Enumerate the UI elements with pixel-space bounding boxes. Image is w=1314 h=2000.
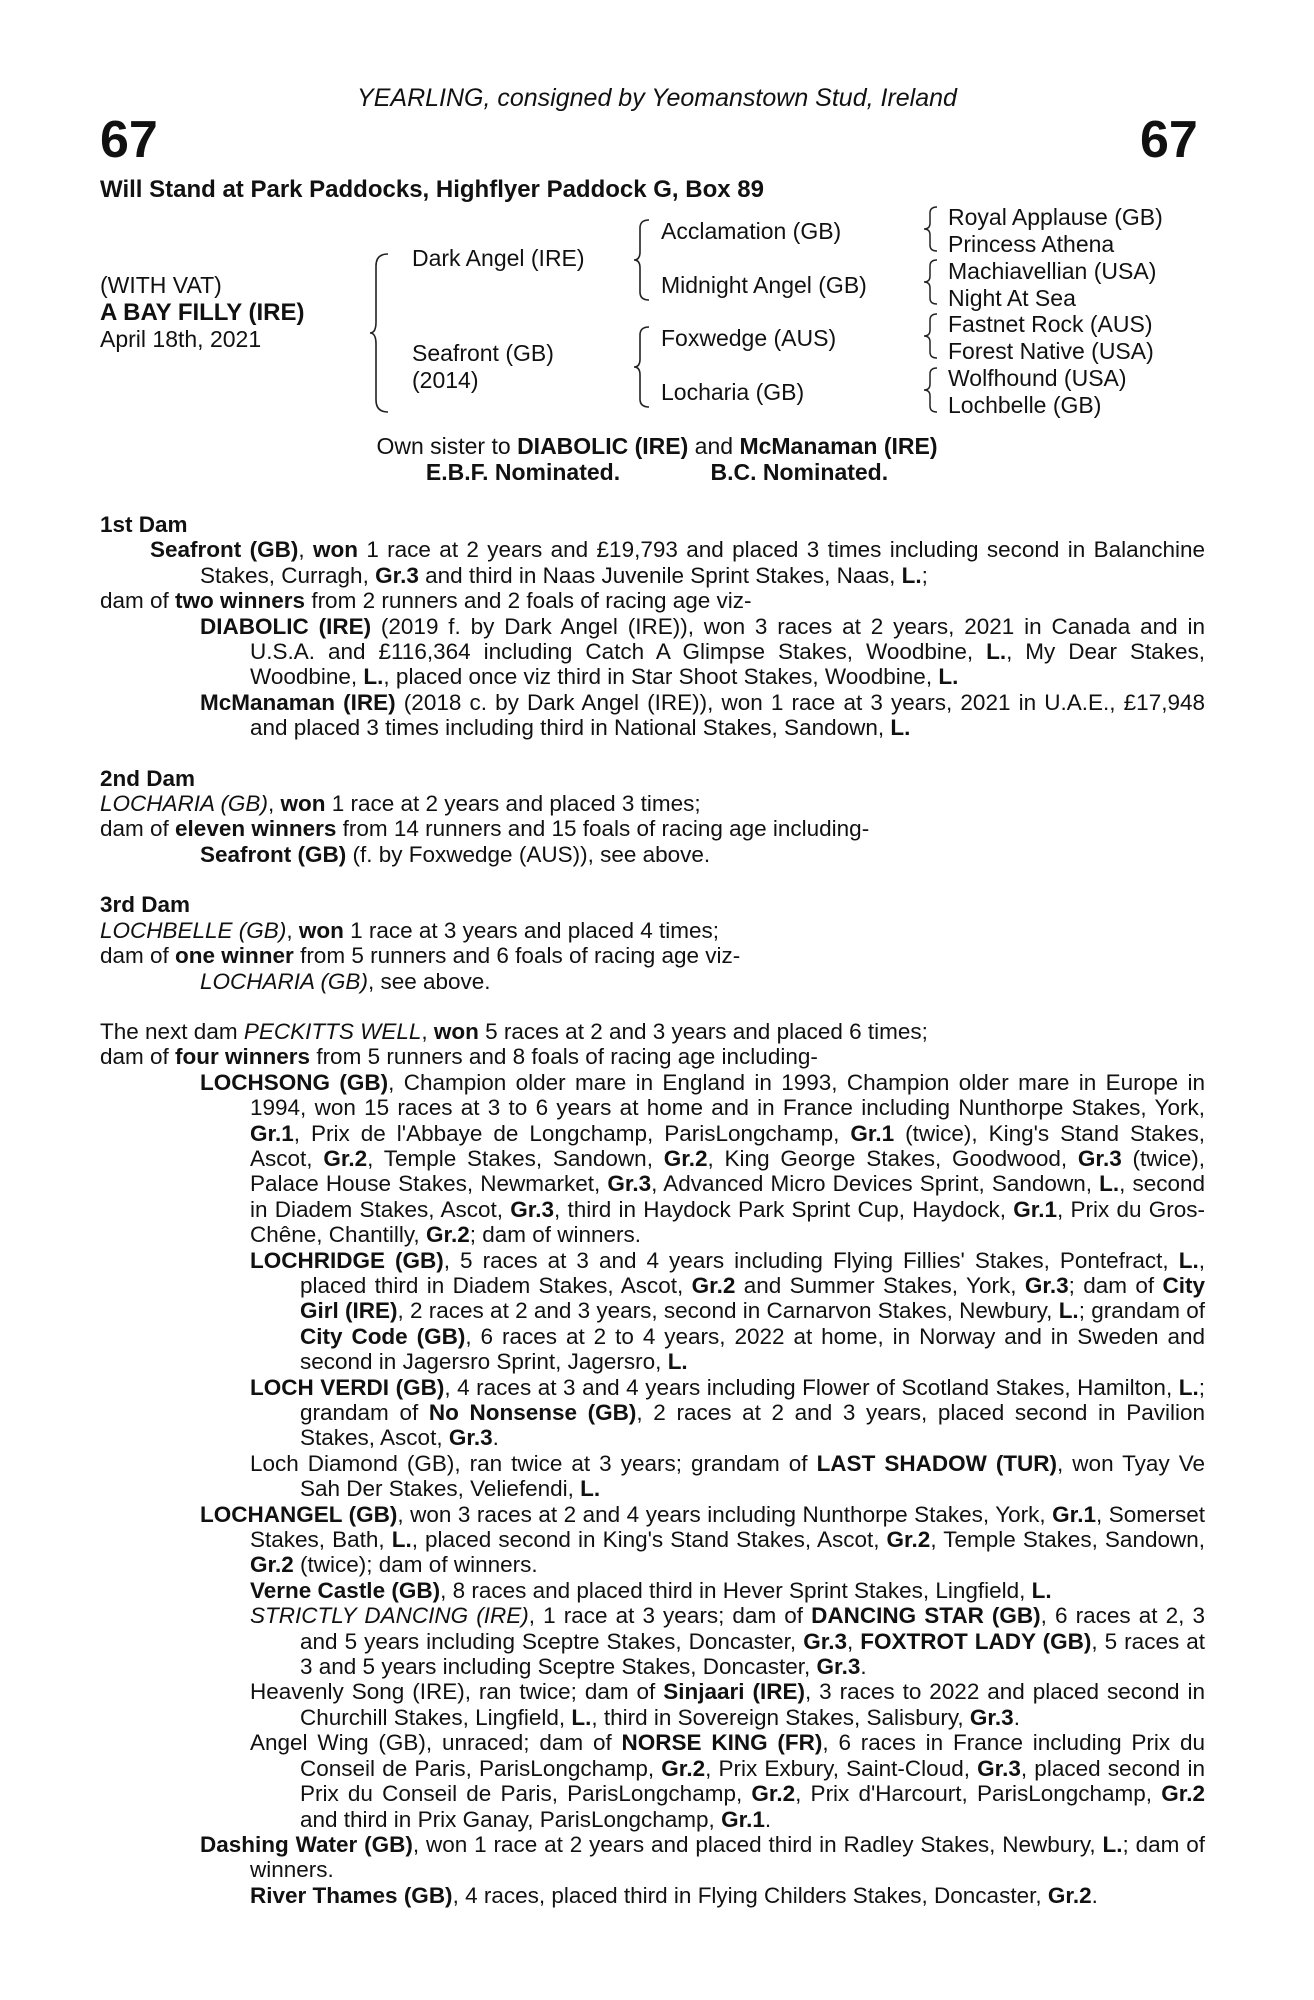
second-dam-heading: 2nd Dam	[100, 765, 196, 791]
first-dam-para	[100, 537, 1205, 588]
next-dam-produce	[100, 1044, 1205, 1069]
bold-run: Gr.1	[721, 1806, 765, 1832]
nominations-line	[0, 459, 1314, 486]
text-run: (twice); dam of winners.	[293, 1552, 538, 1578]
text-run: ,	[286, 917, 299, 943]
text-run: Angel Wing (GB), unraced; dam of	[250, 1730, 622, 1756]
bold-run: Dashing Water (GB)	[200, 1831, 413, 1857]
ped-dsd: Forest Native (USA)	[948, 338, 1154, 364]
bold-run: two winners	[175, 588, 306, 614]
produce-loch-verdi	[100, 1375, 1205, 1451]
bold-run: City Girl (IRE)	[300, 1272, 1205, 1324]
text-run: .	[1091, 1882, 1098, 1908]
own-sister-horse-1: DIABOLIC (IRE)	[517, 433, 689, 459]
bold-run: LAST SHADOW (TUR)	[816, 1450, 1058, 1476]
bold-run: four winners	[175, 1044, 311, 1070]
text-run: , 1 race at 3 years; dam of	[528, 1603, 812, 1629]
produce-dashing-water	[100, 1832, 1205, 1883]
bold-run: Gr.3	[375, 562, 419, 588]
bold-run: Gr.3	[977, 1755, 1021, 1781]
text-run: ; dam of	[1068, 1272, 1163, 1298]
bold-run: L.	[938, 664, 959, 690]
produce-heavenly-song	[100, 1679, 1205, 1730]
text-run: , Advanced Micro Devices Sprint, Sandown,	[651, 1171, 1100, 1197]
bold-run: City Code (GB)	[300, 1323, 466, 1349]
bold-run: L.	[571, 1704, 592, 1730]
bold-run: Seafront (GB)	[200, 841, 347, 867]
third-dam-produce	[100, 943, 1205, 968]
dam-sire: Foxwedge (AUS)	[661, 325, 837, 351]
pedigree-brace-sire	[632, 218, 652, 302]
text-run: (twice), Palace House Stakes, Newmarket,	[250, 1145, 1205, 1197]
bold-run: DANCING STAR (GB)	[811, 1603, 1041, 1629]
text-run: , see above.	[367, 968, 491, 994]
text-run: from 5 runners and 6 foals of racing age viz-	[293, 943, 741, 969]
text-run: .	[860, 1654, 867, 1680]
produce-lochsong	[100, 1070, 1205, 1248]
text-run: , 2 races at 2 and 3 years, second in Carnarvon Stakes, Newbury,	[397, 1298, 1059, 1324]
text-run: from 2 runners and 2 foals of racing age viz-	[305, 588, 752, 614]
text-run: ,	[846, 1628, 861, 1654]
bold-run: LOCHRIDGE (GB)	[250, 1247, 444, 1273]
bold-run: Gr.2	[751, 1781, 796, 1807]
catalogue-body	[100, 512, 1205, 1908]
bold-run: Gr.2	[886, 1527, 931, 1553]
ped-sdd: Night At Sea	[948, 285, 1076, 311]
pedigree-brace-3a	[922, 205, 940, 253]
bold-run: Gr.3	[510, 1196, 555, 1222]
text-run: (2018 c. by Dark Angel (IRE)), won 1 race at 3 years, 2021 in U.A.E., £17,948 and placed 3 times including third in National Stakes, Sandown,	[250, 689, 1205, 741]
bold-run: Gr.3	[607, 1171, 652, 1197]
bold-run: Gr.2	[323, 1145, 368, 1171]
third-dam-heading: 3rd Dam	[100, 892, 191, 918]
produce-loch-diamond	[100, 1451, 1205, 1502]
own-sister-horse-2: McManaman (IRE)	[739, 433, 938, 459]
vat-note: (WITH VAT)	[100, 272, 222, 298]
bold-run: Gr.1	[250, 1120, 294, 1146]
text-run: ,	[267, 791, 281, 817]
produce-angel-wing	[100, 1730, 1205, 1832]
bc-nomination: B.C. Nominated.	[710, 459, 889, 485]
text-run: ; dam of winners.	[250, 1831, 1205, 1883]
text-run: , Somerset Stakes, Bath,	[250, 1501, 1205, 1553]
bold-run: Seafront (GB)	[150, 537, 299, 563]
bold-run: River Thames (GB)	[250, 1882, 453, 1908]
bold-run: Gr.2	[1047, 1882, 1092, 1908]
text-run: (f. by Foxwedge (AUS)), see above.	[346, 841, 711, 867]
text-run: dam of	[100, 816, 176, 842]
foaling-date: April 18th, 2021	[100, 326, 262, 352]
bold-run: Gr.3	[816, 1654, 861, 1680]
text-run: and third in Prix Ganay, ParisLongchamp,	[300, 1806, 722, 1832]
dam-name: Seafront (GB)	[412, 340, 554, 366]
text-run: and third in Naas Juvenile Sprint Stakes, Naas,	[418, 562, 902, 588]
text-run: , 8 races and placed third in Hever Sprint Stakes, Lingfield,	[440, 1577, 1032, 1603]
ped-dds: Wolfhound (USA)	[948, 365, 1127, 391]
pedigree-brace-3c	[922, 312, 940, 360]
bold-run: Gr.2	[425, 1222, 470, 1248]
text-run: ; grandam of	[300, 1374, 1205, 1425]
text-run: .	[492, 1425, 499, 1451]
text-run: , King George Stakes, Goodwood,	[707, 1145, 1078, 1171]
bold-run: won	[312, 537, 358, 563]
own-sister-line	[0, 433, 1314, 460]
italic-run: PECKITTS WELL	[243, 1018, 422, 1044]
text-run: , Champion older mare in England in 1993, Champion older mare in Europe in 1994, won 15 races at 3 to 6 years at home and in France including Nunthorpe Stakes, York,	[250, 1069, 1205, 1121]
text-run: , third in Sovereign Stakes, Salisbury,	[591, 1704, 970, 1730]
bold-run: L.	[890, 715, 911, 741]
text-run: dam of	[100, 588, 176, 614]
produce-river-thames	[100, 1883, 1205, 1908]
text-run: dam of	[100, 943, 176, 969]
text-run: , 5 races at 3 and 4 years including Flying Fillies' Stakes, Pontefract,	[443, 1247, 1179, 1273]
text-run: , Prix d'Harcourt, ParisLongchamp,	[795, 1781, 1162, 1807]
bold-run: L.	[901, 562, 922, 588]
sire-name: Dark Angel (IRE)	[412, 245, 585, 271]
bold-run: L.	[667, 1349, 688, 1375]
text-run: , 6 races at 2, 3 and 5 years including Sceptre Stakes, Doncaster,	[300, 1603, 1205, 1654]
text-run: , placed second in King's Stand Stakes, Ascot,	[411, 1527, 887, 1553]
text-run: from 5 runners and 8 foals of racing age including-	[310, 1044, 818, 1070]
text-run: , Temple Stakes, Sandown,	[367, 1145, 664, 1171]
bold-run: NORSE KING (FR)	[621, 1730, 823, 1756]
bold-run: DIABOLIC (IRE)	[200, 613, 372, 639]
bold-run: won	[298, 917, 344, 943]
text-run: , 4 races at 3 and 4 years including Flower of Scotland Stakes, Hamilton,	[444, 1374, 1179, 1400]
pedigree-brace-3b	[922, 258, 940, 306]
bold-run: Gr.3	[803, 1628, 847, 1654]
bold-run: Gr.2	[691, 1272, 736, 1298]
text-run: , third in Haydock Park Sprint Cup, Haydock,	[554, 1196, 1014, 1222]
bold-run: LOCHANGEL (GB)	[200, 1501, 398, 1527]
text-run: , Prix de l'Abbaye de Longchamp, ParisLongchamp,	[293, 1120, 851, 1146]
text-run: , 6 races in France including Prix du Conseil de Paris, ParisLongchamp,	[300, 1730, 1206, 1781]
bold-run: Gr.1	[1052, 1501, 1096, 1527]
own-sister-prefix: Own sister to	[376, 433, 518, 459]
text-run: 5 races at 2 and 3 years and placed 6 times;	[478, 1018, 928, 1044]
bold-run: Gr.3	[448, 1425, 493, 1451]
bold-run: one winner	[175, 943, 294, 969]
produce-mcmanaman	[100, 690, 1205, 741]
bold-run: Gr.3	[969, 1704, 1014, 1730]
text-run: ; dam of winners.	[469, 1222, 642, 1248]
text-run: 1 race at 2 years and placed 3 times;	[325, 791, 701, 817]
italic-run: LOCHARIA (GB)	[200, 968, 368, 994]
bold-run: eleven winners	[175, 816, 337, 842]
produce-verne-castle	[100, 1578, 1205, 1603]
text-run: Heavenly Song (IRE), ran twice; dam of	[250, 1679, 664, 1705]
bold-run: Verne Castle (GB)	[250, 1577, 441, 1603]
second-dam-seafront	[100, 842, 1205, 867]
bold-run: L.	[1102, 1831, 1123, 1857]
bold-run: Gr.3	[1077, 1145, 1122, 1171]
text-run: .	[764, 1806, 772, 1832]
text-run: , 2 races at 2 and 3 years, placed second in Pavilion Stakes, Ascot,	[300, 1400, 1206, 1451]
bold-run: L.	[1099, 1171, 1120, 1197]
text-run: ,	[421, 1018, 434, 1044]
italic-run: LOCHBELLE (GB)	[100, 917, 287, 943]
bold-run: won	[280, 791, 326, 817]
bold-run: L.	[391, 1527, 412, 1553]
text-run: , 3 races to 2022 and placed second in Churchill Stakes, Lingfield,	[300, 1679, 1205, 1730]
sire-dam: Midnight Angel (GB)	[661, 272, 867, 298]
bold-run: L.	[363, 664, 384, 690]
bold-run: Gr.1	[1013, 1196, 1058, 1222]
lot-number-right: 67	[1140, 111, 1198, 169]
bold-run: No Nonsense (GB)	[428, 1400, 637, 1425]
next-dam-para	[100, 1019, 1205, 1044]
produce-strictly-dancing	[100, 1603, 1205, 1679]
text-run: , won 1 race at 2 years and placed third in Radley Stakes, Newbury,	[412, 1831, 1103, 1857]
ebf-nomination: E.B.F. Nominated.	[425, 459, 621, 485]
italic-run: LOCHARIA (GB)	[100, 791, 268, 817]
text-run: (2019 f. by Dark Angel (IRE)), won 3 races at 2 years, 2021 in Canada and in U.S.A. and £116,364 including Catch A Glimpse Stakes, Woodbine,	[250, 613, 1205, 665]
text-run: , placed third in Diadem Stakes, Ascot,	[300, 1247, 1205, 1298]
produce-diabolic	[100, 614, 1205, 690]
text-run: dam of	[100, 1044, 176, 1070]
ped-sds: Machiavellian (USA)	[948, 258, 1157, 284]
text-run: ;	[921, 562, 928, 588]
second-dam-para	[100, 791, 1205, 816]
bold-run: L.	[986, 639, 1007, 665]
text-run: ,	[298, 537, 313, 563]
ped-sss: Royal Applause (GB)	[948, 204, 1163, 230]
bold-run: Gr.2	[1161, 1781, 1205, 1807]
text-run: , won Tyay Ve Sah Der Stakes, Veliefendi,	[300, 1450, 1205, 1502]
consignment-header: YEARLING, consigned by Yeomanstown Stud, Ireland	[357, 84, 957, 112]
stand-location: Will Stand at Park Paddocks, Highflyer Paddock G, Box 89	[100, 176, 764, 203]
text-run: The next dam	[100, 1018, 244, 1044]
bold-run: FOXTROT LADY (GB)	[860, 1628, 1092, 1654]
text-run: ; grandam of	[1078, 1298, 1206, 1324]
text-run: 1 race at 2 years and £19,793 and placed 3 times including second in Balanchine Stakes, Curragh,	[200, 537, 1205, 588]
text-run: 1 race at 3 years and placed 4 times;	[343, 917, 720, 943]
bold-run: Gr.3	[1024, 1272, 1069, 1298]
ped-ddd: Lochbelle (GB)	[948, 392, 1102, 418]
text-run: , won 3 races at 2 and 4 years including Nunthorpe Stakes, York,	[397, 1501, 1053, 1527]
second-dam-produce	[100, 816, 1205, 841]
text-run: , placed second in Prix du Conseil de Paris, ParisLongchamp,	[300, 1755, 1205, 1807]
bold-run: L.	[1178, 1247, 1199, 1273]
sire-sire: Acclamation (GB)	[661, 218, 842, 244]
bold-run: Gr.2	[663, 1145, 708, 1171]
bold-run: Gr.1	[850, 1120, 895, 1146]
third-dam-locharia	[100, 969, 1205, 994]
italic-run: STRICTLY DANCING (IRE)	[250, 1603, 529, 1629]
text-run: from 14 runners and 15 foals of racing age including-	[336, 816, 870, 842]
pedigree-brace-main	[368, 252, 392, 414]
dam-year: (2014)	[412, 367, 479, 393]
bold-run: L.	[1178, 1374, 1199, 1400]
text-run: , 6 races at 2 to 4 years, 2022 at home, in Norway and in Sweden and second in Jagersro Sprint, Jagersro,	[300, 1323, 1205, 1375]
ped-ssd: Princess Athena	[948, 231, 1115, 257]
text-run: , Temple Stakes, Sandown,	[930, 1527, 1205, 1553]
bold-run: Gr.2	[250, 1552, 294, 1578]
ped-dss: Fastnet Rock (AUS)	[948, 311, 1153, 337]
text-run: Loch Diamond (GB), ran twice at 3 years; grandam of	[250, 1450, 817, 1476]
bold-run: LOCHSONG (GB)	[200, 1069, 389, 1095]
dam-dam: Locharia (GB)	[661, 379, 805, 405]
pedigree-brace-3d	[922, 366, 940, 414]
bold-run: L.	[1058, 1298, 1079, 1324]
bold-run: L.	[580, 1476, 601, 1502]
first-dam-heading: 1st Dam	[100, 512, 188, 537]
text-run: , placed once viz third in Star Shoot Stakes, Woodbine,	[383, 664, 939, 690]
lot-number-left: 67	[100, 111, 158, 169]
text-run: , Prix du Gros-Chêne, Chantilly,	[250, 1196, 1205, 1248]
produce-lochridge	[100, 1248, 1205, 1375]
bold-run: McManaman (IRE)	[200, 689, 396, 715]
bold-run: won	[433, 1018, 479, 1044]
text-run: (twice), King's Stand Stakes, Ascot,	[250, 1120, 1205, 1171]
bold-run: LOCH VERDI (GB)	[250, 1374, 445, 1400]
produce-lochangel	[100, 1502, 1205, 1578]
bold-run: L.	[1031, 1577, 1052, 1603]
first-dam-produce	[100, 588, 1205, 613]
bold-run: Gr.2	[661, 1755, 706, 1781]
horse-name: A BAY FILLY (IRE)	[100, 299, 305, 326]
own-sister-mid: and	[688, 433, 740, 459]
text-run: , My Dear Stakes, Woodbine,	[250, 639, 1205, 690]
text-run: .	[1013, 1704, 1020, 1730]
text-run: , second in Diadem Stakes, Ascot,	[250, 1171, 1206, 1222]
bold-run: Sinjaari (IRE)	[663, 1679, 805, 1705]
third-dam-para	[100, 918, 1205, 943]
pedigree-brace-dam	[632, 325, 652, 409]
text-run: and Summer Stakes, York,	[735, 1272, 1025, 1298]
text-run: , Prix Exbury, Saint-Cloud,	[705, 1755, 978, 1781]
text-run: , 4 races, placed third in Flying Childers Stakes, Doncaster,	[452, 1882, 1048, 1908]
text-run: , 5 races at 3 and 5 years including Sceptre Stakes, Doncaster,	[300, 1628, 1205, 1680]
